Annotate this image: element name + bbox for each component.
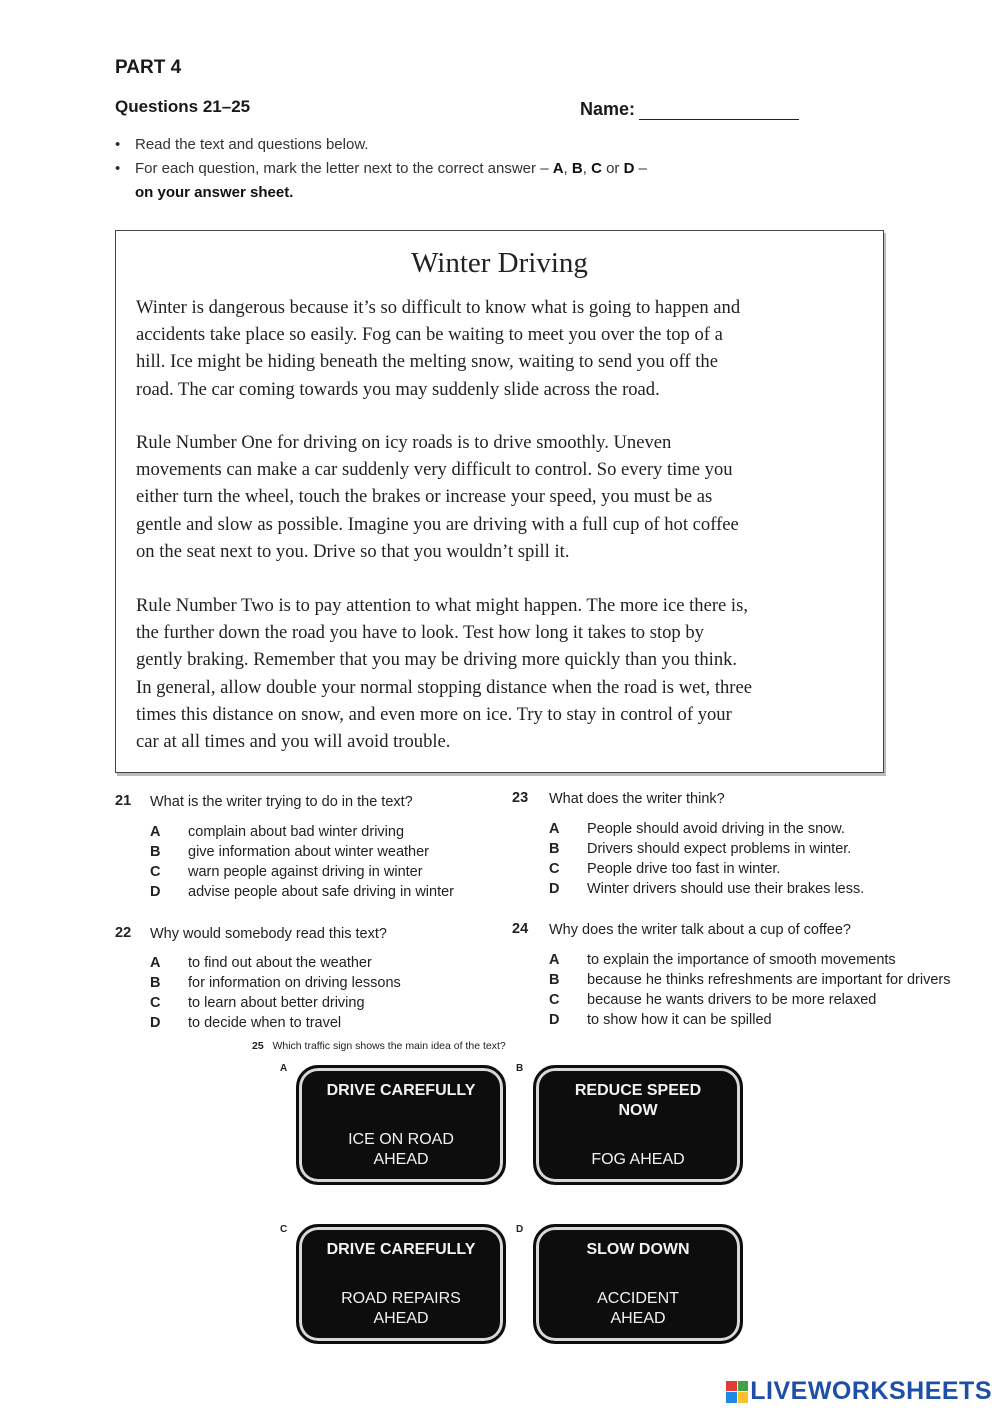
question-number: 21 [115,793,132,809]
question-number: 25 [252,1040,264,1052]
name-label: Name: [580,99,636,119]
traffic-sign-c[interactable] [296,1224,506,1344]
paragraph-1: Winter is dangerous because it’s so difficult to know what is going to happen and accidents take place so easily. Fog can be waiting to meet you over the top of a hill. Ice might be hiding beneath the melting snow, waiting to send you off the road. The car coming towards you may suddenly slide across the road. [136,297,741,400]
option-a[interactable]: A complain about bad winter driving [150,824,405,840]
question-text: What is the writer trying to do in the text? [150,794,413,810]
instruction-text-bold: on your answer sheet. [135,184,294,201]
liveworksheets-icon [726,1381,748,1403]
option-b[interactable]: B for information on driving lessons [150,975,401,991]
sign-bottom-text: ACCIDENT AHEAD [597,1290,679,1327]
option-b[interactable]: B Drivers should expect problems in winter. [549,841,852,857]
sign-bottom-text: ROAD REPAIRS AHEAD [341,1290,461,1327]
option-a[interactable]: A to find out about the weather [150,955,372,971]
question-text: Which traffic sign shows the main idea of the text? [272,1040,506,1052]
sign-top-text: SLOW DOWN [586,1241,690,1258]
question-text: Why would somebody read this text? [150,926,387,942]
option-d[interactable]: D to decide when to travel [150,1015,342,1031]
sign-letter-a: A [280,1063,288,1074]
sign-bottom-text: FOG AHEAD [591,1151,685,1168]
question-25 [252,1040,506,1052]
option-a[interactable]: A to explain the importance of smooth movements [549,952,896,968]
option-d[interactable]: D to show how it can be spilled [549,1012,772,1028]
instruction-item [115,133,647,157]
sign-letter-b: B [516,1063,524,1074]
paragraph-3: Rule Number Two is to pay attention to what might happen. The more ice there is, the further down the road you have to look. Test how long it takes to stop by gently braking. Remember that you may be driving more quickly than you think. In general, allow double your normal stopping distance when the road is wet, three times this distance on snow, and even more on ice. Try to stay in control of your car at all times and you will avoid trouble. [136,595,752,753]
option-c[interactable]: C to learn about better driving [150,995,365,1011]
traffic-sign-b[interactable] [533,1065,743,1185]
liveworksheets-logo [726,1377,992,1406]
option-b[interactable]: B because he thinks refreshments are important for drivers [549,972,951,988]
question-number: 23 [512,790,529,806]
question-number: 22 [115,925,132,941]
instruction-item-cont [115,181,647,205]
sign-top-text: DRIVE CAREFULLY [326,1241,476,1258]
bullet: • [115,160,121,177]
instruction-item [115,157,647,181]
sign-letter-c: C [280,1224,288,1235]
option-c[interactable]: C warn people against driving in winter [150,864,423,880]
reading-passage [115,230,884,773]
option-d[interactable]: D Winter drivers should use their brakes less. [549,881,865,897]
passage-title: Winter Driving [411,247,588,279]
sign-top-text: DRIVE CAREFULLY [326,1082,476,1099]
option-b[interactable]: B give information about winter weather [150,844,429,860]
instruction-text: Read the text and questions below. [135,136,369,153]
question-text: What does the writer think? [549,791,725,807]
instructions [115,133,647,205]
questions-range: Questions 21–25 [115,97,251,116]
question-text: Why does the writer talk about a cup of coffee? [549,922,851,938]
bullet: • [115,136,121,153]
sign-bottom-text: ICE ON ROAD AHEAD [348,1131,454,1168]
question-number: 24 [512,921,529,937]
name-blank-line[interactable] [639,99,799,120]
name-field [580,99,799,120]
brand-name: LIVEWORKSHEETS [750,1377,992,1405]
traffic-sign-d[interactable] [533,1224,743,1344]
paragraph-2: Rule Number One for driving on icy roads is to drive smoothly. Uneven movements can make a car suddenly very difficult to control. So every time you either turn the wheel, touch the brakes or increase your speed, you must be as gentle and slow as possible. Imagine you are driving with a full cup of hot coffee on the seat next to you. Drive so that you wouldn’t spill it. [136,432,739,562]
sign-letter-d: D [516,1224,524,1235]
instruction-text: For each question, mark the letter next to the correct answer – A, B, C or D – [135,160,647,177]
option-c[interactable]: C People drive too fast in winter. [549,861,781,877]
option-d[interactable]: D advise people about safe driving in winter [150,884,454,900]
option-a[interactable]: A People should avoid driving in the snow. [549,821,845,837]
sign-top-text: REDUCE SPEED NOW [574,1082,702,1119]
traffic-sign-a[interactable] [296,1065,506,1185]
part-heading: PART 4 [115,57,182,78]
option-c[interactable]: C because he wants drivers to be more relaxed [549,992,877,1008]
